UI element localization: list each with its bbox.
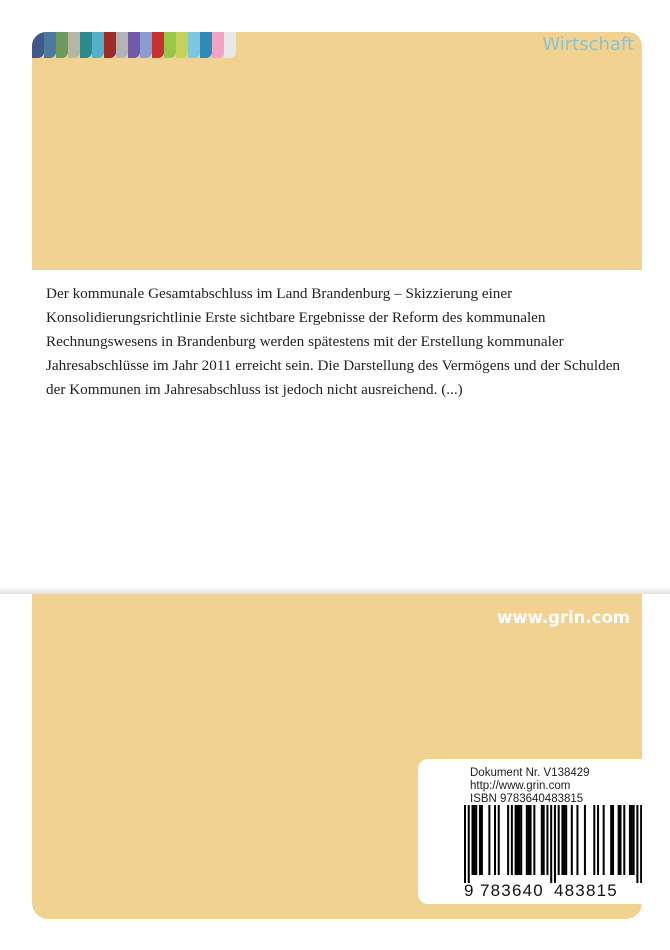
barcode-bar — [610, 805, 612, 875]
barcode-bar — [528, 805, 530, 875]
stripe-segment — [152, 32, 164, 58]
barcode-bar — [584, 805, 586, 875]
barcode-bar — [623, 805, 625, 875]
stripe-segment — [200, 32, 212, 58]
barcode-bar — [526, 805, 528, 875]
barcode-bar — [518, 805, 520, 875]
book-description: Der kommunale Gesamtabschluss im Land Brandenburg – Skizzierung einer Konsolidierungsrichtlinie Erste sichtbare Ergebnisse der Reform des kommunalen Rechnungswesens in Brandenburg werden spätestens mit der Erstellung kommunaler Jahresabschlüsse im Jahr 2011 erreicht sein. Die Darstellung des Vermögens und der Schulden der Kommunen im Jahresabschluss ist jedoch nicht ausreichend. (...) — [46, 285, 621, 398]
barcode-bar — [516, 805, 518, 875]
barcode-bar — [620, 805, 622, 875]
barcode-bar — [561, 805, 563, 875]
website-link[interactable]: www.grin.com — [497, 608, 630, 627]
barcode-bar — [636, 805, 638, 883]
barcode-digits-right: 483815 — [554, 881, 618, 900]
category-label: Wirtschaft — [542, 34, 634, 55]
stripe-segment — [104, 32, 116, 58]
barcode-bar — [571, 805, 573, 875]
barcode-bar — [629, 805, 631, 875]
stripe-segment — [80, 32, 92, 58]
barcode-bar — [603, 805, 605, 875]
stripe-segment — [68, 32, 80, 58]
barcode-digits-left: 783640 — [480, 881, 544, 900]
barcode-bar — [550, 805, 552, 883]
barcode-bar — [471, 805, 473, 875]
barcode-bar — [515, 805, 517, 875]
stripe-segment — [140, 32, 152, 58]
barcode-bar — [468, 805, 470, 883]
document-url[interactable]: http://www.grin.com — [470, 780, 571, 792]
barcode-bar — [507, 805, 509, 875]
barcode-bar — [565, 805, 567, 875]
isbn-barcode — [464, 805, 642, 883]
barcode-bar — [498, 805, 500, 875]
stripe-segment — [92, 32, 104, 58]
barcode-bar — [543, 805, 545, 875]
color-stripe-bar — [32, 32, 236, 58]
barcode-bar — [475, 805, 477, 875]
stripe-segment — [44, 32, 56, 58]
barcode-bar — [633, 805, 635, 875]
barcode-digit-first: 9 — [464, 881, 474, 900]
divider-shadow — [0, 586, 670, 594]
barcode-bar — [554, 805, 556, 883]
barcode-bar — [563, 805, 565, 875]
stripe-segment — [212, 32, 224, 58]
barcode-bar — [576, 805, 578, 875]
barcode-bar — [640, 805, 642, 883]
barcode-bar — [488, 805, 490, 875]
barcode-bar — [511, 805, 513, 875]
document-info-box — [418, 759, 652, 904]
barcode-bar — [494, 805, 496, 875]
barcode-bar — [473, 805, 475, 875]
stripe-segment — [164, 32, 176, 58]
stripe-segment — [32, 32, 44, 58]
barcode-bar — [546, 805, 548, 875]
barcode-digits — [464, 881, 644, 905]
barcode-bar — [481, 805, 483, 875]
stripe-segment — [56, 32, 68, 58]
stripe-segment — [128, 32, 140, 58]
barcode-bar — [593, 805, 595, 875]
barcode-bar — [618, 805, 620, 875]
barcode-bar — [520, 805, 522, 875]
stripe-segment — [188, 32, 200, 58]
barcode-bar — [558, 805, 560, 875]
barcode-bar — [612, 805, 614, 875]
stripe-segment — [176, 32, 188, 58]
barcode-bar — [597, 805, 599, 875]
barcode-bar — [530, 805, 532, 875]
barcode-bar — [464, 805, 466, 883]
barcode-bar — [479, 805, 481, 875]
isbn-number: ISBN 9783640483815 — [470, 793, 584, 805]
barcode-bar — [533, 805, 535, 875]
barcode-bar — [541, 805, 543, 875]
stripe-segment — [116, 32, 128, 58]
document-number: Dokument Nr. V138429 — [470, 767, 590, 779]
barcode-bar — [631, 805, 633, 875]
cover-top-panel — [32, 32, 642, 270]
stripe-segment — [224, 32, 236, 58]
